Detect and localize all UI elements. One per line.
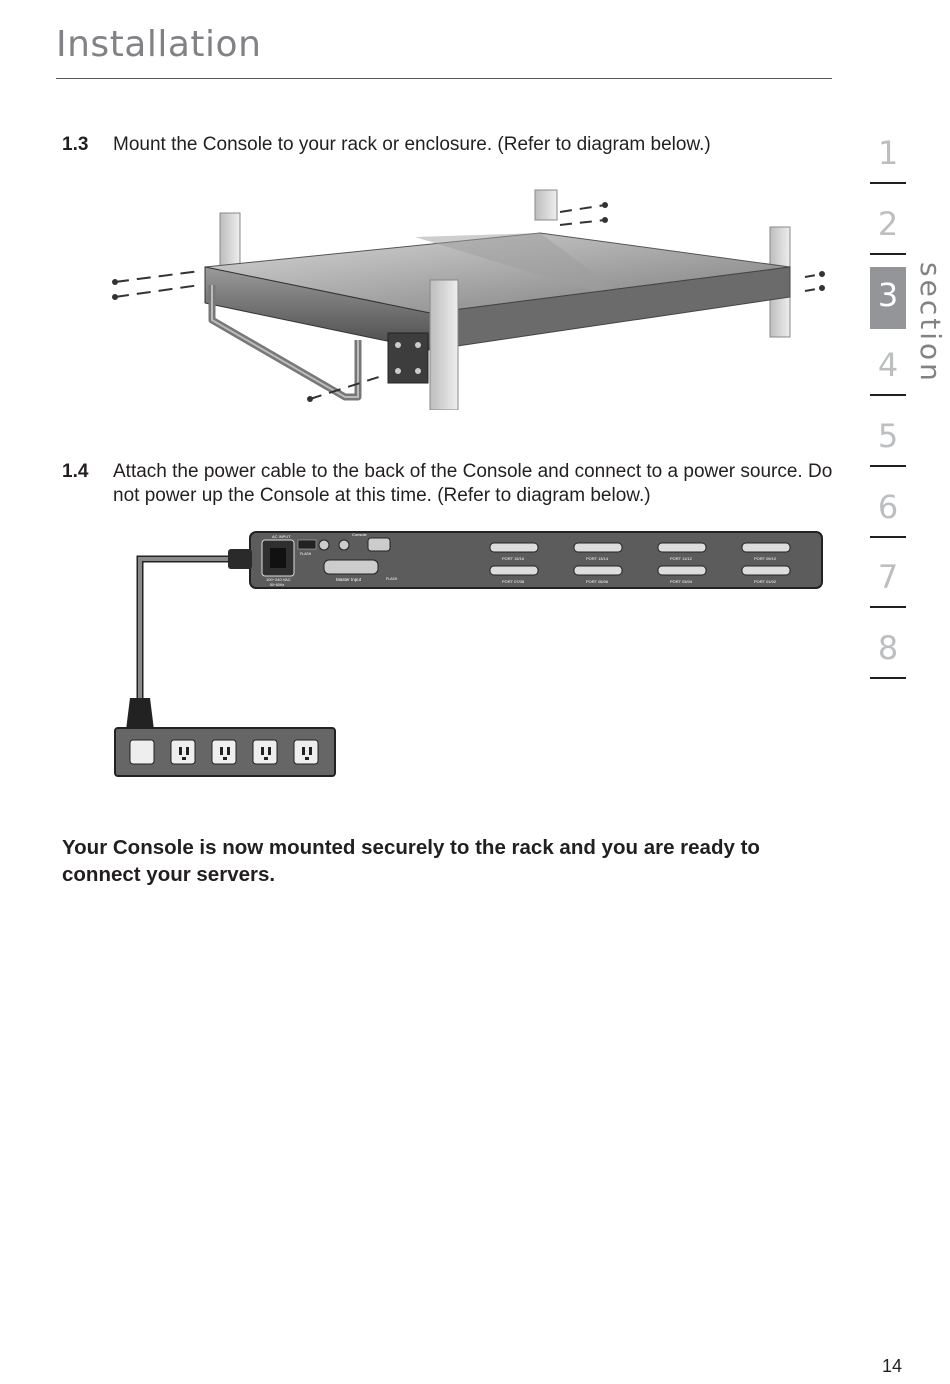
flash-label: FLASH (300, 552, 312, 556)
rack-mount-diagram (100, 185, 840, 410)
section-tab-3[interactable] (870, 267, 906, 329)
master-input-label: Master Input (336, 577, 362, 582)
server-port-label: PORT 07/08 (502, 579, 525, 584)
ps2-port (339, 540, 349, 550)
server-port-label: PORT 09/10 (754, 556, 777, 561)
power-cable-plug-console (228, 549, 252, 569)
power-outlet (212, 740, 236, 764)
server-port (574, 543, 622, 552)
mount-ear (388, 333, 428, 383)
step-1-4 (62, 460, 833, 512)
server-port (574, 566, 622, 575)
server-port (490, 566, 538, 575)
section-tab-4[interactable] (870, 342, 906, 406)
dip-switch (298, 540, 316, 549)
server-port (742, 566, 790, 575)
ac-input-label: AC INPUT (272, 534, 291, 539)
page-header-title: Installation (56, 24, 262, 65)
server-port-label: PORT 05/06 (586, 579, 609, 584)
section-tab-8[interactable] (870, 625, 906, 689)
server-port (490, 543, 538, 552)
section-tab-2[interactable] (870, 201, 906, 265)
power-connection-diagram (110, 530, 830, 785)
server-port-label: PORT 13/14 (586, 556, 609, 561)
rack-post-rear-right (535, 190, 557, 220)
power-outlet (253, 740, 277, 764)
server-port-label: PORT 01/02 (754, 579, 777, 584)
section-tab-1[interactable] (870, 130, 906, 194)
section-tab-label: 5 (877, 417, 899, 455)
power-cable (140, 559, 235, 700)
step-text: Attach the power cable to the back of the Console and connect to a power source. Do not power up the Console at this time. (Refer to diagram below.) (113, 461, 833, 506)
section-tab-label: 6 (877, 488, 899, 526)
section-tab-label: 4 (877, 346, 899, 384)
section-tab-label: 7 (877, 558, 899, 596)
flash-label-2: FLASH (386, 577, 398, 581)
voltage-label: 100~240 VAC (266, 577, 291, 582)
vga-port (368, 538, 390, 551)
step-text: Mount the Console to your rack or enclosure. (Refer to diagram below.) (113, 134, 711, 155)
conclusion-text: Your Console is now mounted securely to the rack and you are ready to connect your servers. (62, 836, 760, 886)
server-port-label: PORT 15/16 (502, 556, 525, 561)
power-outlet (171, 740, 195, 764)
server-port (742, 543, 790, 552)
section-label: section (914, 262, 947, 384)
section-tab-label: 3 (877, 276, 899, 314)
header-divider (56, 78, 832, 79)
power-cable-plug-strip (126, 698, 154, 730)
page-number: 14 (882, 1356, 903, 1376)
step-1-3 (62, 133, 822, 159)
master-input-port (324, 560, 378, 574)
server-port-label: PORT 11/12 (670, 556, 692, 561)
server-port (658, 566, 706, 575)
server-port-label: PORT 03/04 (670, 579, 693, 584)
power-outlet (130, 740, 154, 764)
section-tab-label: 1 (877, 134, 899, 172)
console-label: Console (352, 532, 367, 537)
server-port (658, 543, 706, 552)
step-number: 1.3 (62, 134, 89, 155)
frequency-label: 50~60Hz (270, 583, 285, 587)
section-tab-label: 2 (877, 205, 899, 243)
section-tab-5[interactable] (870, 413, 906, 477)
section-tab-6[interactable] (870, 484, 906, 548)
section-tab-7[interactable] (870, 554, 906, 618)
ps2-port (319, 540, 329, 550)
section-tab-label: 8 (877, 629, 899, 667)
power-outlet (294, 740, 318, 764)
step-number: 1.4 (62, 461, 89, 482)
rack-post-front (430, 280, 458, 410)
